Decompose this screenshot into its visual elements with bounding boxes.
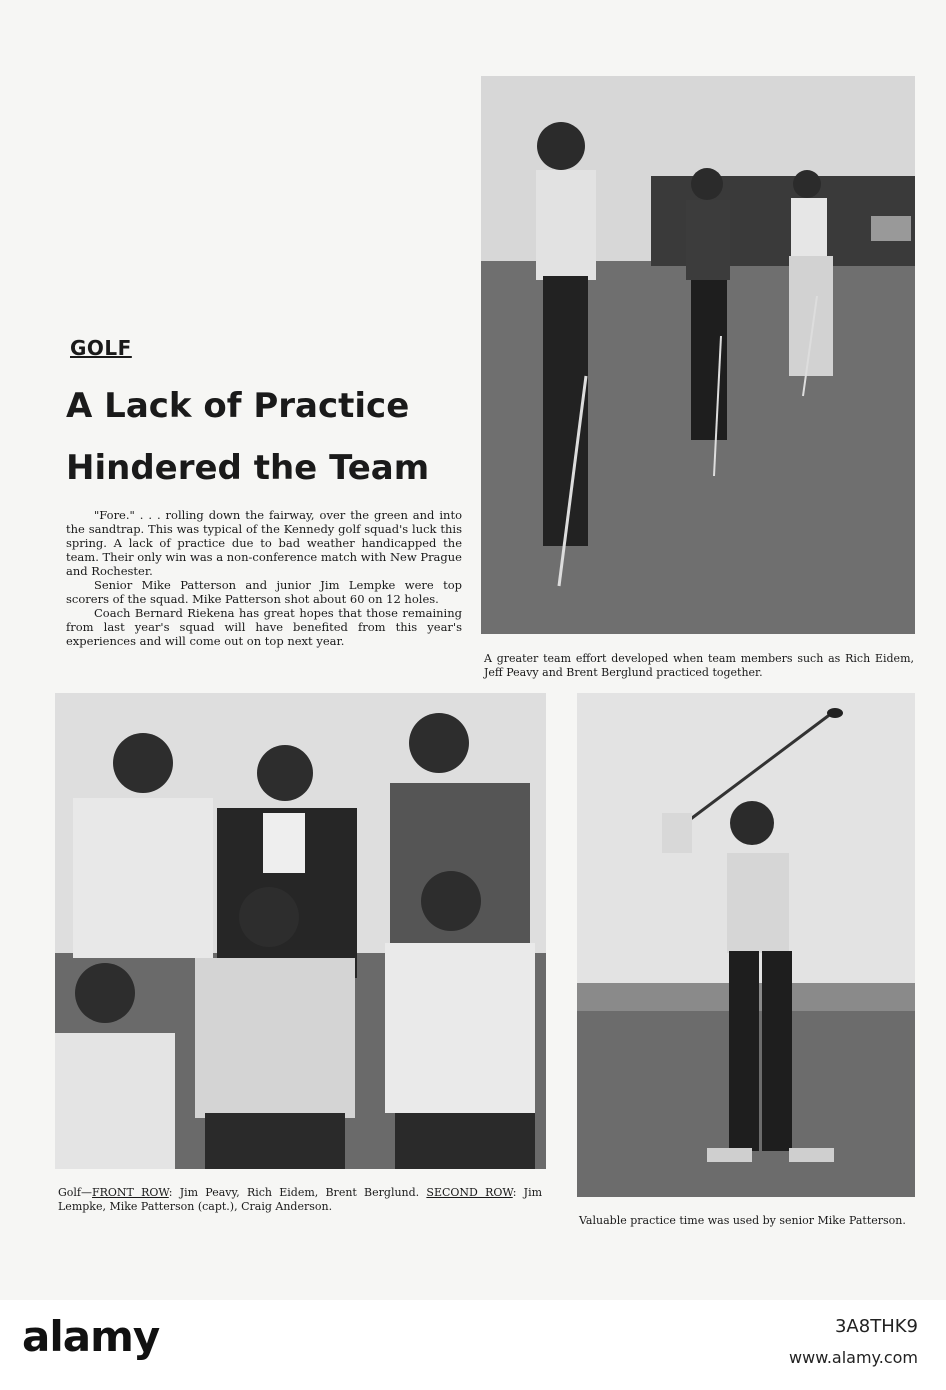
team-photo-caption [58, 1186, 542, 1214]
practice-photo [481, 76, 915, 634]
section-label: GOLF [70, 336, 132, 360]
article-paragraph: "Fore." . . . rolling down the fairway, over the green and into the sandtrap. This was typical of the Kennedy golf squad's luck this spring. A lack of practice due to bad weather handicapped the team. Their only win was a non-conference match with New Prague and Rochester. [66, 508, 462, 578]
headline-line-2: Hindered the Team [66, 448, 430, 488]
headline-line-1: A Lack of Practice [66, 386, 410, 426]
second-row-label: SECOND ROW [426, 1186, 513, 1199]
brand-url: www.alamy.com [789, 1348, 918, 1367]
image-id: 3A8THK9 [834, 1316, 918, 1337]
practice-photo-caption: A greater team effort developed when team members such as Rich Eidem, Jeff Peavy and Brent Berglund practiced together. [484, 652, 914, 679]
article-paragraph: Senior Mike Patterson and junior Jim Lempke were top scorers of the squad. Mike Patterson shot about 60 on 12 holes. [66, 578, 462, 606]
front-row-label: FRONT ROW [92, 1186, 169, 1199]
second-row-names: : Jim Lempke, Mike Patterson (capt.), Craig Anderson. [58, 1186, 543, 1213]
team-photo [55, 693, 546, 1169]
swing-photo [577, 693, 915, 1197]
front-row-names: : Jim Peavy, Rich Eidem, Brent Berglund. [168, 1186, 427, 1199]
watermark-footer [0, 1300, 946, 1390]
caption-prefix: Golf— [58, 1186, 92, 1199]
brand-logo: alamy [22, 1312, 160, 1361]
swing-photo-caption: Valuable practice time was used by senior Mike Patterson. [579, 1214, 906, 1227]
article-body [66, 508, 462, 648]
article-paragraph: Coach Bernard Riekena has great hopes that those remaining from last year's squad will have benefited from this year's experiences and will come out on top next year. [66, 606, 462, 648]
